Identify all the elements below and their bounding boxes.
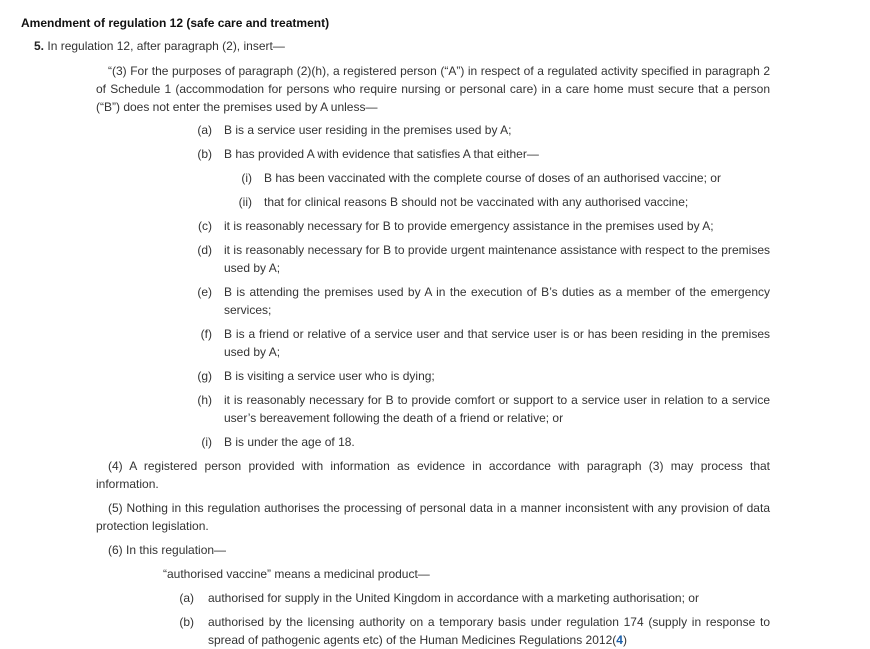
item-text: B has provided A with evidence that satisfies A that either— [224,147,539,161]
paragraph-4: (4) A registered person provided with information as evidence in accordance with paragraph (3) may process that information. [96,459,770,491]
item-label: (h) [197,393,212,407]
section-text: In regulation 12, after paragraph (2), insert— [47,39,285,53]
sub-list-item [232,193,770,211]
item-text: it is reasonably necessary for B to provide emergency assistance in the premises used by A; [224,219,714,233]
list-item [190,391,770,427]
paragraph-6-intro: (6) In this regulation— [108,543,227,557]
paragraph-3-intro: “(3) For the purposes of paragraph (2)(h), a registered person (“A”) in respect of a regulated activity specified in paragraph 2 of Schedule 1 (accommodation for persons who require nursing or personal care) in a care home must secure that a person (“B”) does not enter the premises used by A unless— [96,64,770,114]
item-text: it is reasonably necessary for B to provide comfort or support to a service user in relation to a service user’s bereavement following the death of a friend or relative; or [224,393,770,425]
item-label: (b) [197,147,212,161]
item-label: (g) [197,369,212,383]
definition-authorised-vaccine: “authorised vaccine” means a medicinal product— [163,567,430,581]
list-item [190,217,770,235]
section-5 [34,39,285,53]
list-item [172,589,770,607]
item-text: B is a friend or relative of a service user and that service user is or has been residing in the premises used by A; [224,327,770,359]
item-text [208,613,770,649]
footnote-link[interactable]: 4 [616,633,623,647]
list-item [190,121,770,139]
subitem-label: (ii) [238,195,252,209]
item-label: (f) [200,327,212,341]
item-text: authorised for supply in the United Kingdom in accordance with a marketing authorisation; or [208,591,699,605]
item-text: B is under the age of 18. [224,435,355,449]
list-item [190,241,770,277]
item-text: B is visiting a service user who is dying; [224,369,435,383]
item-text: B is a service user residing in the premises used by A; [224,123,512,137]
item-label: (e) [197,285,212,299]
list-item [190,367,770,385]
item-label: (a) [179,591,194,605]
item-label: (b) [179,615,194,629]
list-item [190,283,770,319]
item-label: (d) [197,243,212,257]
subitem-text: that for clinical reasons B should not be vaccinated with any authorised vaccine; [264,195,689,209]
item-text: B is attending the premises used by A in the execution of B’s duties as a member of the emergency services; [224,285,770,317]
item-label: (a) [197,123,212,137]
item-text-close: ) [622,633,627,647]
item-label: (i) [201,435,212,449]
list-item [190,433,770,451]
section-heading: Amendment of regulation 12 (safe care and treatment) [21,16,330,30]
sub-list-item [232,169,770,187]
subitem-text: B has been vaccinated with the complete course of doses of an authorised vaccine; or [264,171,721,185]
list-item [190,145,770,163]
item-label: (c) [198,219,212,233]
subitem-label: (i) [241,171,252,185]
item-text-body: authorised by the licensing authority on a temporary basis under regulation 174 (supply in response to spread of pathogenic agents etc) of the Human Medicines Regulations 2012( [208,615,770,647]
list-item [172,613,770,649]
list-item [190,325,770,361]
paragraph-5: (5) Nothing in this regulation authorises the processing of personal data in a manner inconsistent with any provision of data protection legislation. [96,501,770,533]
item-text: it is reasonably necessary for B to provide urgent maintenance assistance with respect to the premises used by A; [224,243,770,275]
section-number: 5. [34,39,45,53]
